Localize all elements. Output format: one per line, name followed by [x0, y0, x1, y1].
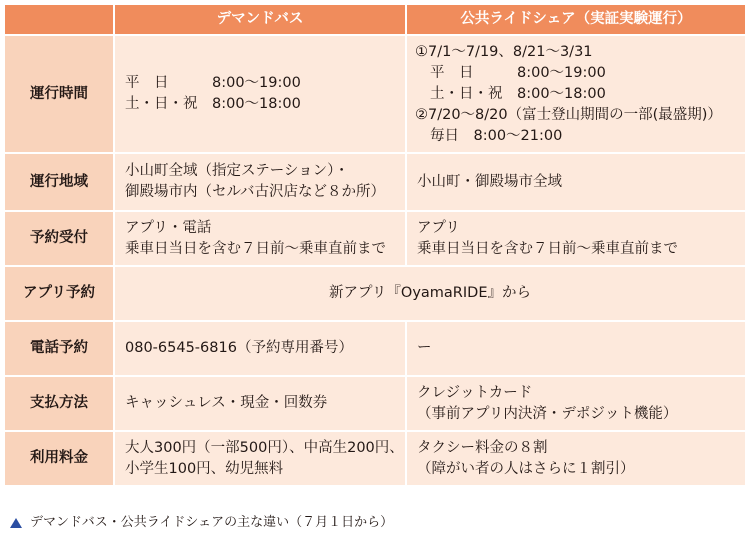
fare-rideshare [407, 432, 747, 487]
payment-demand: キャッシュレス・現金・回数券 [115, 377, 407, 432]
area-rideshare-line1: 小山町・御殿場市全域 [417, 173, 562, 190]
comparison-table [5, 5, 747, 510]
hours-rideshare-period1: ①7/1～7/19、8/21～3/31 [415, 43, 593, 60]
header-corner [5, 5, 115, 36]
hours-demand-weekday: 平 日 8:00～19:00 [125, 75, 301, 91]
payment-rideshare-line1: クレジットカード [417, 384, 533, 401]
fare-demand-line2: 小学生100円、幼児無料 [125, 460, 284, 477]
caption-text: デマンドバス・公共ライドシェアの主な違い（７月１日から） [30, 515, 394, 530]
payment-rideshare [407, 377, 747, 432]
hours-demand-weekend: 土・日・祝 8:00～18:00 [125, 96, 301, 112]
reservation-rideshare-line2: 乗車日当日を含む７日前～乗車直前まで [417, 240, 678, 257]
payment-rideshare-line2: （事前アプリ内決済・デポジット機能） [417, 405, 678, 422]
fare-demand [115, 432, 407, 487]
reservation-demand-line2: 乗車日当日を含む７日前～乗車直前まで [125, 240, 386, 257]
hours-rideshare-period2: ②7/20～8/20（富士登山期間の一部(最盛期)） [415, 106, 722, 123]
reservation-rideshare [407, 212, 747, 267]
header-public-rideshare: 公共ライドシェア（実証実験運行） [407, 5, 747, 36]
hours-rideshare [407, 36, 747, 154]
area-demand [115, 154, 407, 212]
fare-rideshare-line1: タクシー料金の８割 [417, 439, 548, 456]
reservation-demand-line1: アプリ・電話 [125, 219, 212, 236]
row-label-phone: 電話予約 [5, 322, 115, 377]
row-label-payment: 支払方法 [5, 377, 115, 432]
app-both: 新アプリ『OyamaRIDE』から [115, 267, 747, 322]
reservation-demand [115, 212, 407, 267]
phone-rideshare: ー [407, 322, 747, 377]
hours-demand [115, 36, 407, 154]
row-label-area: 運行地域 [5, 154, 115, 212]
hours-rideshare-weekend: 土・日・祝 8:00～18:00 [430, 85, 606, 102]
phone-demand: 080-6545-6816（予約専用番号） [115, 322, 407, 377]
table-caption [10, 514, 393, 532]
triangle-marker-icon [10, 518, 22, 528]
header-demand-bus: デマンドバス [115, 5, 407, 36]
reservation-rideshare-line1: アプリ [417, 219, 460, 236]
area-rideshare [407, 154, 747, 212]
hours-rideshare-weekday: 平 日 8:00～19:00 [430, 64, 606, 81]
row-label-app: アプリ予約 [5, 267, 115, 322]
fare-rideshare-line2: （障がい者の人はさらに１割引） [417, 460, 635, 477]
row-label-reservation: 予約受付 [5, 212, 115, 267]
row-label-hours: 運行時間 [5, 36, 115, 154]
area-demand-line1: 小山町全域（指定ステーション）・ [125, 163, 349, 179]
hours-rideshare-daily: 毎日 8:00～21:00 [430, 127, 563, 144]
fare-demand-line1: 大人300円（一部500円）、中高生200円、 [125, 439, 404, 456]
row-label-fare: 利用料金 [5, 432, 115, 487]
area-demand-line2: 御殿場市内（セルバ古沢店など８か所） [125, 184, 385, 200]
